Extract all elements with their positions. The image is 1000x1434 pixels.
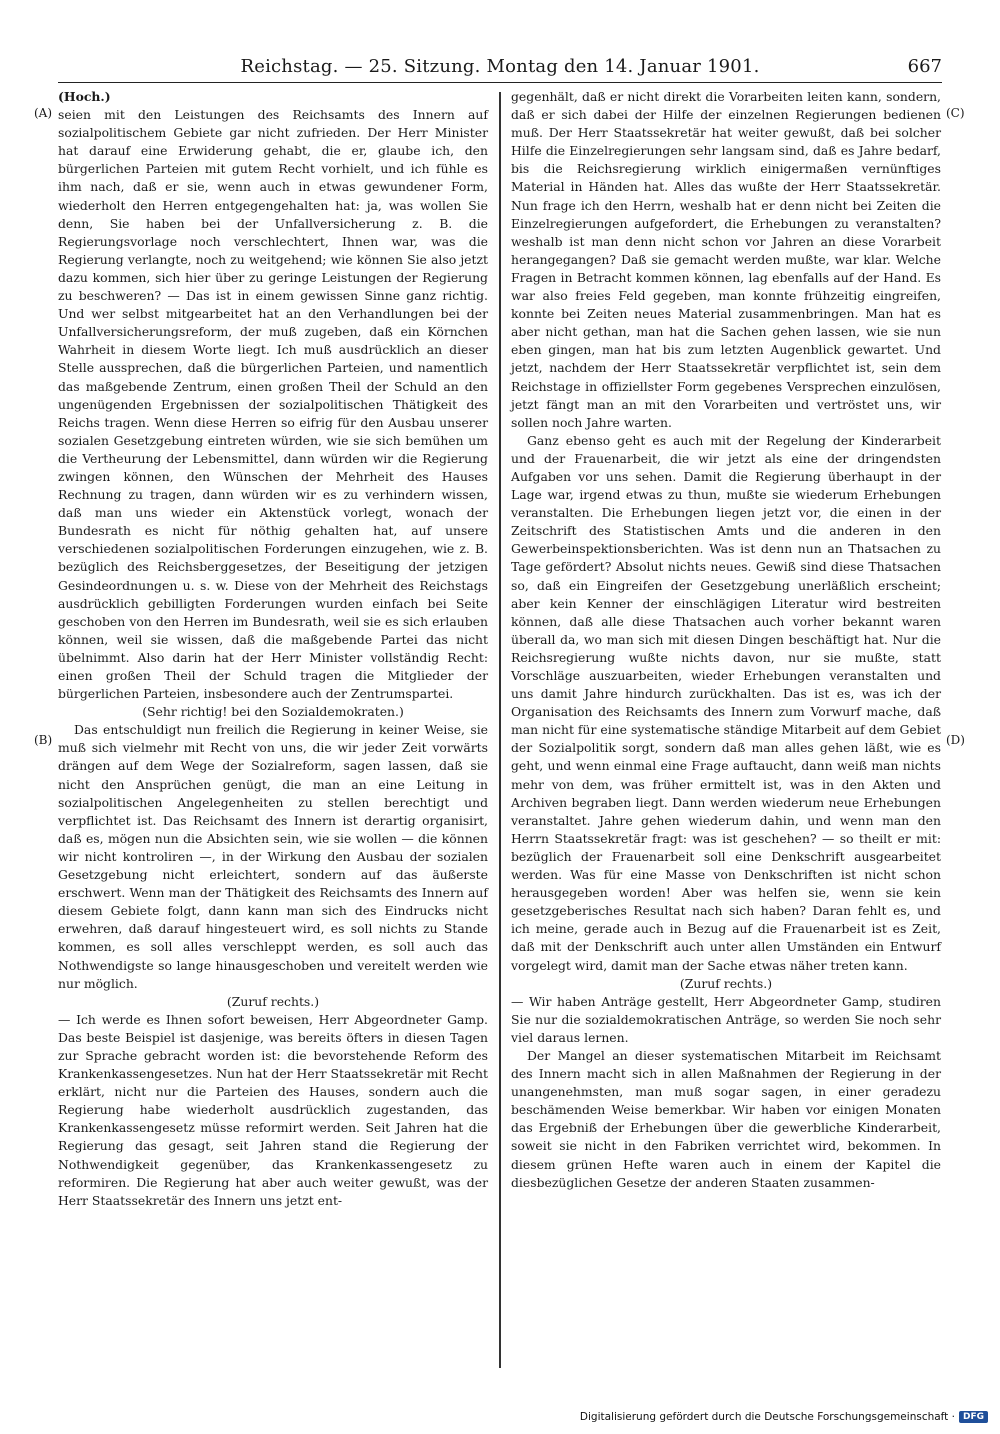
- footer-text: Digitalisierung gefördert durch die Deutsche Forschungsgemeinschaft ·: [579, 1411, 955, 1423]
- interjection: (Zuruf rechts.): [226, 993, 320, 1009]
- interjection: (Zuruf rechts.): [679, 975, 773, 991]
- paragraph: Das entschuldigt nun freilich die Regierung in keiner Weise, sie muß sich vielmehr mit Recht von uns, die wir jeder Zeit vorwärts drängen auf dem Wege der Sozialreform, sagen lassen, daß sie nicht den Ansprüchen genügt, die man an eine Leitung in sozialpolitischen Angelegenheiten zu stellen berechtigt und verpflichtet ist. Das Reichsamt des Innern ist derartig organisirt, daß es, mögen nun die Absichten sein, wie sie wollen — die können wir nicht kontroliren —, in der Wirkung den Ausbau der sozialen Gesetzgebung nicht erleichtert, sondern auf das äußerste erschwert. Wenn man der Thätigkeit des Reichsamts des Innern auf diesem Gebiete folgt, dann kann man sich des Eindrucks nicht erwehren, daß darauf hingesteuert wird, es soll nichts zu Stande kommen, es soll alles verschleppt werden, es soll auch das Nothwendigste so lange hinausgeschoben und vereitelt werden wie nur möglich.: [58, 722, 488, 991]
- speaker-interjection: (Hoch.): [58, 89, 111, 104]
- left-column: [58, 88, 488, 1210]
- paragraph: seien mit den Leistungen des Reichsamts des Innern auf sozialpolitischem Gebiete gar nicht zufrieden. Der Herr Minister hat darauf eine Erwiderung gehabt, die er, glaube ich, den bürgerlichen Parteien mit gutem Recht vorhielt, und ich fühle es ihm nach, daß er sie, wenn auch in etwas gewundener Form, wiederholt den Herren entgegengehalten hat: ja, was wollen Sie denn, Sie haben bei der Unfallversicherung z. B. die Regierungsvorlage noch verschlechtert, Ihnen war, was die Regierung verlangte, noch zu weitgehend; wie können Sie also jetzt dazu kommen, sich hier über zu geringe Leistungen der Regierung zu beschweren? — Das ist in einem gewissen Sinne ganz richtig. Und wer selbst mitgearbeitet hat an den Verhandlungen bei der Unfallversicherungsreform, der muß zugeben, daß ein Körnchen Wahrheit in diesem Worte liegt. Ich muß ausdrücklich an dieser Stelle aussprechen, daß die bürgerlichen Parteien, und namentlich das maßgebende Zentrum, einen großen Theil der Schuld an den ungenügenden Ergebnissen der sozialpolitischen Thätigkeit des Reichs tragen. Wenn diese Herren so eifrig für den Ausbau unserer sozialen Gesetzgebung eintreten würden, wie sie sich bemühen um die Vertheurung der Lebensmittel, dann würden wir die Regierung zwingen können, den Wünschen der Mehrheit des Hauses Rechnung zu tragen, dann würden wir es zu verhindern wissen, daß man uns wieder ein Aktenstück vorlegt, wonach der Bundesrath es nicht für nöthig gehalten hat, auf unsere verschiedenen sozialpolitischen Forderungen einzugehen, wie z. B. bezüglich des Reichsberggesetzes, der Beseitigung der jetzigen Gesindeordnungen u. s. w. Diese von der Mehrheit des Reichstags ausdrücklich gebilligten Forderungen wurden einfach bei Seite geschoben von den Herren im Bundesrath, weil sie es sich erlauben können, weil sie wissen, daß die maßgebende Partei das nicht übelnimmt. Also darin hat der Herr Minister vollständig Recht: einen großen Theil der Schuld tragen die Mitglieder der bürgerlichen Parteien, insbesondere auch der Zentrumspartei.: [58, 107, 488, 702]
- right-column: [511, 88, 941, 1192]
- interjection: (Sehr richtig! bei den Sozialdemokraten.): [142, 704, 404, 720]
- paragraph: Der Mangel an dieser systematischen Mitarbeit im Reichsamt des Innern macht sich in allen Maßnahmen der Regierung in der unangenehmsten, man muß sogar sagen, in einer geradezu beschämenden Weise bemerkbar. Wir haben vor einigen Monaten das Ergebniß der Erhebungen über die gewerbliche Kinderarbeit, soweit sie nicht in den Fabriken verrichtet wird, bekommen. In diesem grünen Hefte waren auch in einem der Kapitel die diesbezüglichen Gesetze der anderen Staaten zusammen-: [511, 1047, 941, 1190]
- digitization-footer: [580, 1411, 988, 1423]
- paragraph: — Wir haben Anträge gestellt, Herr Abgeordneter Gamp, studiren Sie nur die sozialdemokratischen Anträge, so werden Sie noch sehr viel daraus lernen.: [511, 993, 941, 1045]
- margin-marker-d: (D): [946, 733, 965, 747]
- margin-marker-b: (B): [34, 733, 53, 747]
- paragraph: — Ich werde es Ihnen sofort beweisen, Herr Abgeordneter Gamp. Das beste Beispiel ist dasjenige, was bereits öfters in diesen Tagen zur Sprache gebracht worden ist: die bevorstehende Reform des Krankenkassengesetzes. Nun hat der Herr Staatssekretär mit Recht erklärt, nicht nur die Parteien des Hauses, sondern auch die Regierung habe wiederholt ausdrücklich zugestanden, das Krankenkassengesetz müsse reformirt werden. Seit Jahren hat die Regierung das gesagt, seit Jahren stand die Regierung der Nothwendigkeit gegenüber, das Krankenkassengesetz zu reformiren. Die Regierung hat aber auch weiter gewußt, was der Herr Staatssekretär des Innern uns jetzt ent-: [58, 1011, 488, 1208]
- margin-marker-c: (C): [946, 106, 965, 120]
- paragraph: gegenhält, daß er nicht direkt die Vorarbeiten leiten kann, sondern, daß er sich dabei der Hilfe der einzelnen Regierungen bedienen muß. Der Herr Staatssekretär hat weiter gewußt, daß bei solcher Hilfe die Einzelregierungen sehr langsam sind, daß es Jahre bedarf, bis die Reichsregierung wirklich einigermaßen vernünftiges Material in Händen hat. Alles das wußte der Herr Staatssekretär. Nun frage ich den Herrn, weshalb hat er denn nicht bei Zeiten die Einzelregierungen aufgefordert, die Erhebungen zu veranstalten? weshalb ist man denn nicht schon vor Jahren an diese Vorarbeit herangegangen? Daß sie gemacht werden mußte, war klar. Welche Fragen in Betracht kommen können, lag ebenfalls auf der Hand. Es war also freies Feld gegeben, man konnte frühzeitig eingreifen, konnte bei Zeiten neues Material zusammenbringen. Man hat es aber nicht gethan, man hat die Sachen gehen lassen, wie sie nun eben gingen, man hat bis zum letzten Augenblick gewartet. Und jetzt, nachdem der Herr Staatssekretär verpflichtet ist, sein dem Reichstage in offiziellster Form gegebenes Versprechen einzulösen, jetzt fängt man an mit den Vorarbeiten und vertröstet uns, wir sollen noch Jahre warten.: [511, 89, 941, 430]
- dfg-logo-icon: DFG: [959, 1411, 988, 1423]
- page-title: Reichstag. — 25. Sitzung. Montag den 14. Januar 1901.: [240, 56, 760, 77]
- margin-marker-a: (A): [34, 106, 53, 120]
- column-divider: [499, 92, 501, 1368]
- paragraph: Ganz ebenso geht es auch mit der Regelung der Kinderarbeit und der Frauenarbeit, die wir jetzt als eine der dringendsten Aufgaben vor uns sehen. Damit die Regierung überhaupt in der Lage war, irgend etwas zu thun, mußte sie wiederum Erhebungen veranstalten. Die Erhebungen liegen jetzt vor, die einen in der Zeitschrift des Statistischen Amts und die anderen in den Gewerbeinspektionsberichten. Was ist denn nun an Thatsachen zu Tage gefördert? Absolut nichts neues. Gewiß sind diese Thatsachen so, daß ein Eingreifen der Gesetzgebung unerläßlich erscheint; aber kein Kenner der einschlägigen Literatur wird bestreiten können, daß alle diese Thatsachen auch vorher bekannt waren überall da, wo man sich mit diesen Dingen beschäftigt hat. Nur die Reichsregierung wußte nichts davon, nur sie mußte, statt Vorschläge auszuarbeiten, wieder Erhebungen veranstalten und uns damit Jahre hindurch zurückhalten. Das ist es, was ich der Organisation des Reichsamts des Innern zum Vorwurf mache, daß man nicht für eine systematische ständige Mitarbeit auf dem Gebiet der Sozialpolitik sorgt, sondern daß man alles gehen läßt, wie es geht, und wenn einmal eine Frage auftaucht, dann weiß man nichts mehr von dem, was früher ermittelt ist, was in den Akten und Archiven begraben liegt. Dann werden wiederum neue Erhebungen veranstaltet. Jahre gehen wiederum dahin, und wenn man den Herrn Staatssekretär fragt: was ist geschehen? — so theilt er mit: bezüglich der Frauenarbeit soll eine Denkschrift ausgearbeitet werden. Was für eine Masse von Denkschriften ist nicht schon herausgegeben worden! Aber was helfen sie, wenn sie kein gesetzgeberisches Resultat nach sich haben? Daran fehlt es, und ich meine, gerade auch in Bezug auf die Frauenarbeit ist es Zeit, daß mit der Denkschrift auch unter allen Umständen ein Entwurf vorgelegt wird, damit man der Sache etwas näher treten kann.: [511, 432, 941, 973]
- page-number: 667: [907, 56, 942, 77]
- page-header: [58, 52, 942, 83]
